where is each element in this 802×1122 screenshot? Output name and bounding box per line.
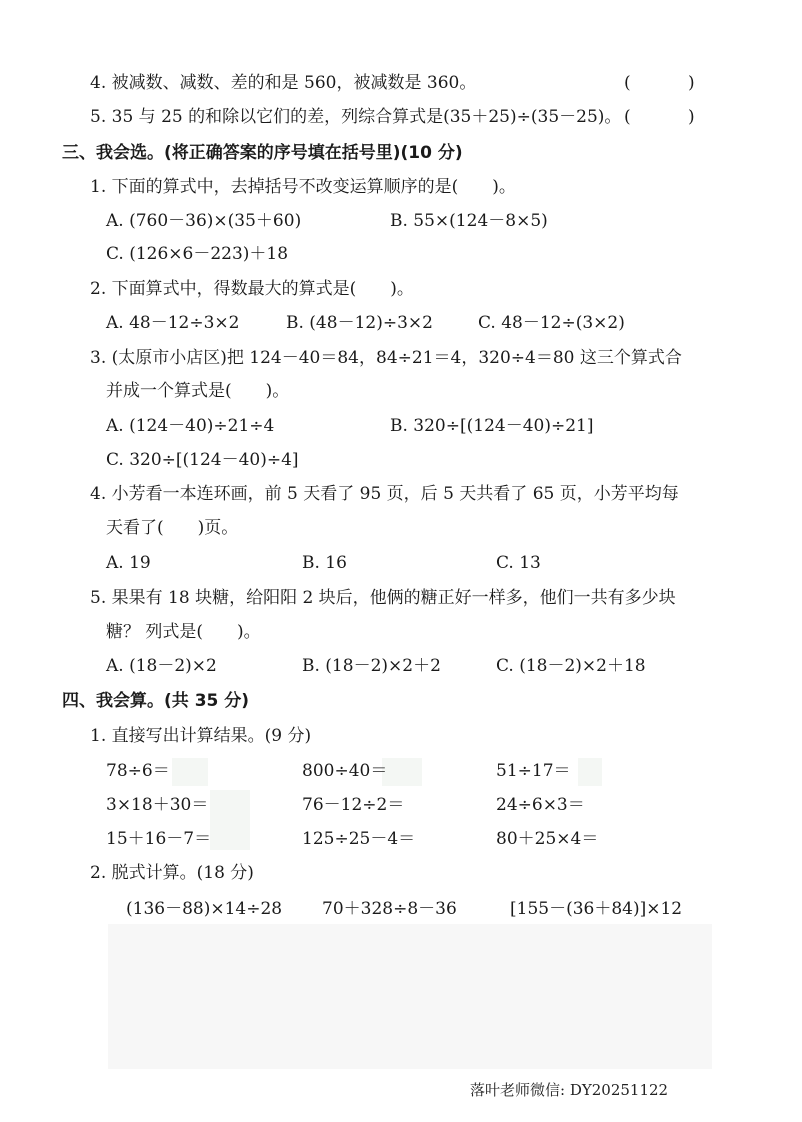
question-3-5-stem-line1: 5. 果果有 18 块糖，给阳阳 2 块后，他俩的糖正好一样多，他们一共有多少块 [90, 588, 676, 608]
stepwise-item: [155－(36＋84)]×12 [510, 899, 683, 919]
option-c: C. (18－2)×2＋18 [496, 656, 646, 676]
calc-item: 125÷25－4＝ [302, 829, 416, 849]
question-3-3-stem-line1: 3. (太原市小店区)把 124－40＝84，84÷21＝4，320÷4＝80 这三个算式合 [90, 348, 682, 368]
option-b: B. (18－2)×2＋2 [302, 656, 441, 676]
option-b: B. 16 [302, 553, 347, 573]
question-3-2-stem: 2. 下面算式中，得数最大的算式是( )。 [90, 279, 414, 299]
section-heading-4: 四、我会算。(共 35 分) [62, 691, 250, 711]
answer-paren-open: ( [624, 107, 631, 127]
calc-item: 3×18＋30＝ [106, 795, 209, 815]
question-3-3-stem-line2: 并成一个算式是( )。 [106, 381, 290, 401]
option-b: B. 55×(124－8×5) [390, 211, 548, 231]
question-3-4-stem-line1: 4. 小芳看一本连环画，前 5 天看了 95 页，后 5 天共看了 65 页，小芳平均每 [90, 484, 679, 504]
answer-blank [210, 790, 250, 850]
calc-item: 76－12÷2＝ [302, 795, 405, 815]
answer-blank [382, 758, 422, 786]
calc-item: 15＋16－7＝ [106, 829, 212, 849]
option-a: A. 19 [106, 553, 151, 573]
calc-item: 78÷6＝ [106, 761, 170, 781]
section-heading-3: 三、我会选。(将正确答案的序号填在括号里)(10 分) [62, 143, 463, 163]
answer-blank [578, 758, 602, 786]
option-b: B. 320÷[(124－40)÷21] [390, 416, 594, 436]
question-2-5: 5. 35 与 25 的和除以它们的差，列综合算式是(35＋25)÷(35－25)。 [90, 107, 622, 127]
work-area [108, 924, 712, 1069]
footer-contact: 落叶老师微信: DY20251122 [470, 1081, 669, 1099]
calc-item: 51÷17＝ [496, 761, 571, 781]
question-3-1-stem: 1. 下面的算式中，去掉括号不改变运算顺序的是( )。 [90, 177, 516, 197]
answer-paren-close: ) [688, 73, 695, 93]
calc-item: 24÷6×3＝ [496, 795, 585, 815]
option-a: A. (760－36)×(35＋60) [106, 211, 302, 231]
question-2-4: 4. 被减数、减数、差的和是 560，被减数是 360。 [90, 73, 477, 93]
answer-paren-open: ( [624, 73, 631, 93]
question-4-2-title: 2. 脱式计算。(18 分) [90, 863, 254, 883]
question-3-4-stem-line2: 天看了( )页。 [106, 518, 239, 538]
answer-blank [172, 758, 208, 786]
calc-item: 800÷40＝ [302, 761, 388, 781]
option-a: A. 48－12÷3×2 [106, 313, 240, 333]
option-a: A. (18－2)×2 [106, 656, 217, 676]
option-a: A. (124－40)÷21÷4 [106, 416, 275, 436]
option-c: C. 13 [496, 553, 541, 573]
option-c: C. (126×6－223)＋18 [106, 244, 289, 264]
answer-paren-close: ) [688, 107, 695, 127]
option-b: B. (48－12)÷3×2 [286, 313, 433, 333]
stepwise-item: (136－88)×14÷28 [126, 899, 283, 919]
question-3-5-stem-line2: 糖？ 列式是( )。 [106, 622, 261, 642]
option-c: C. 48－12÷(3×2) [478, 313, 625, 333]
stepwise-item: 70＋328÷8－36 [322, 899, 457, 919]
question-4-1-title: 1. 直接写出计算结果。(9 分) [90, 726, 312, 746]
option-c: C. 320÷[(124－40)÷4] [106, 450, 299, 470]
calc-item: 80＋25×4＝ [496, 829, 599, 849]
